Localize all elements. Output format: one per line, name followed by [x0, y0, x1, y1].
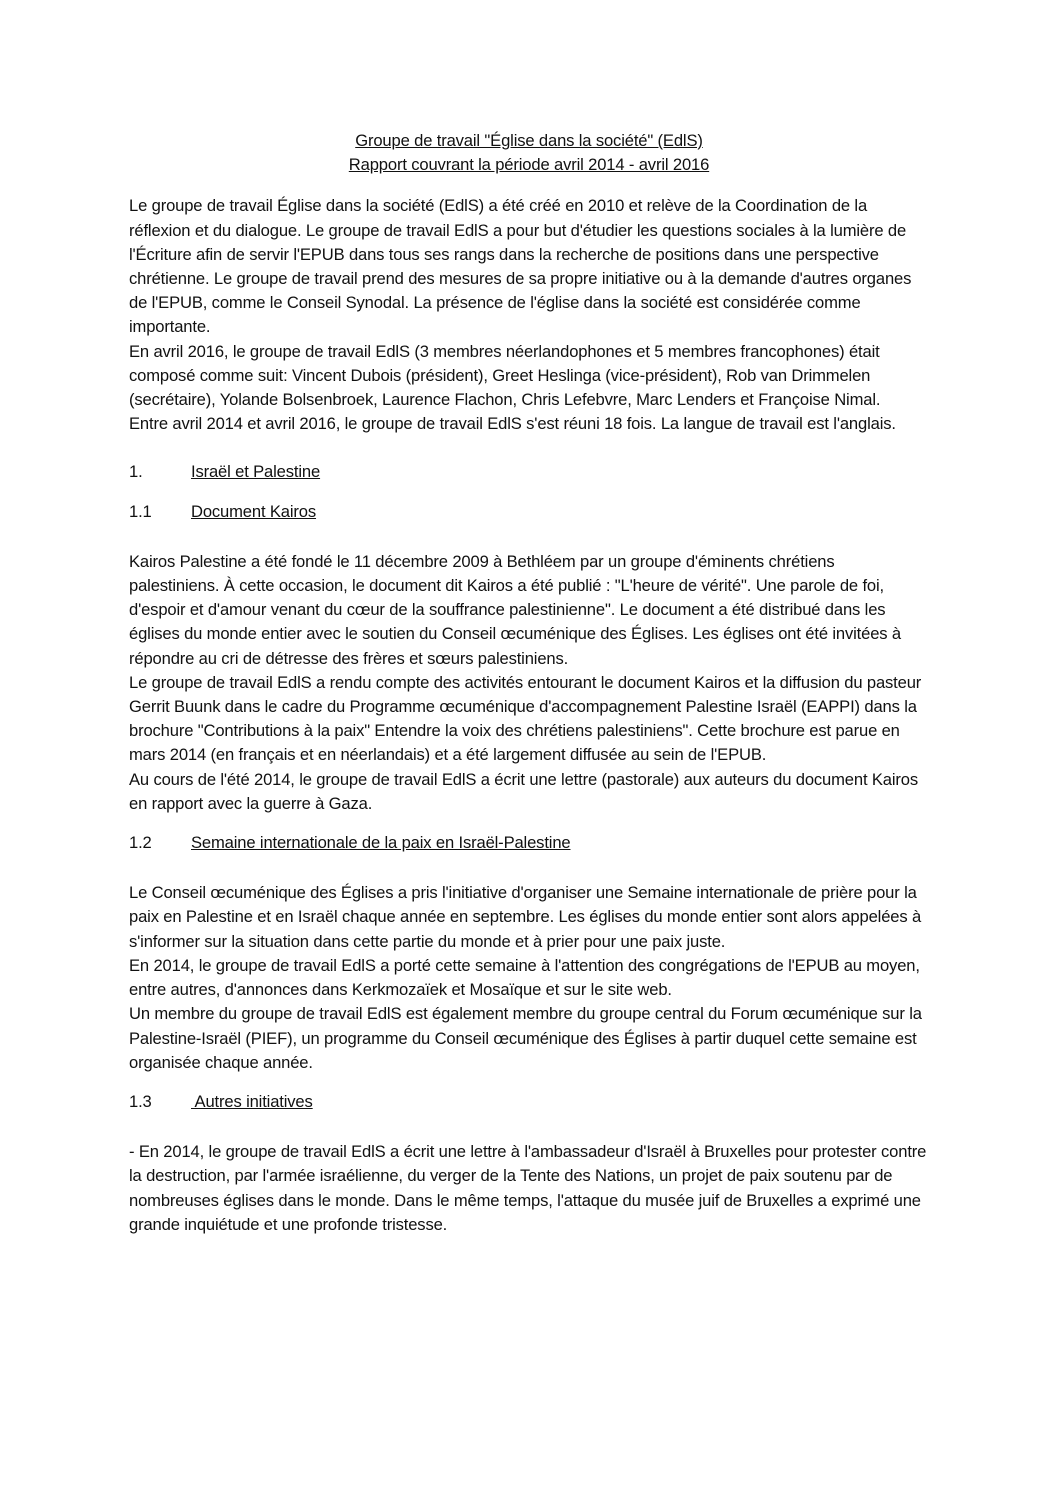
section-1-2-paragraph-1: Le Conseil œcuménique des Églises a pris l'initiative d'organiser une Semaine internationale de prière pour la paix en Palestine et en Israël chaque année en septembre. Les églises du monde entier sont alors appelées à s'informer sur la situation dans cette partie du monde et à prier pour une paix juste. — [129, 883, 922, 951]
section-1-2-paragraph-3: Un membre du groupe de travail EdlS est également membre du groupe central du Forum œcuménique sur la Palestine-Israël (PIEF), un programme du Conseil œcuménique des Églises à partir duquel cette semaine est organisée chaque année. — [129, 1004, 922, 1072]
section-number: 1.3 — [129, 1091, 152, 1111]
section-number: 1. — [129, 462, 143, 482]
section-number: 1.1 — [129, 501, 152, 521]
intro-paragraph-1: Le groupe de travail Église dans la société (EdlS) a été créé en 2010 et relève de la Coordination de la réflexion et du dialogue. Le groupe de travail EdlS a pour but d'étudier les questions sociales à la lumière de l'Écriture afin de servir l'EPUB dans tous ses rangs dans la recherche de positions dans une perspective chrétienne. Le groupe de travail prend des mesures de sa propre initiative ou à la demande d'autres organes de l'EPUB, comme le Conseil Synodal. La présence de l'église dans la société est considérée comme importante. — [129, 196, 912, 337]
section-1-1-paragraph-1: Kairos Palestine a été fondé le 11 décembre 2009 à Bethléem par un groupe d'éminents chrétiens palestiniens. À cette occasion, le document dit Kairos a été publié : "L'heure de vérité". Une parole de foi, d'espoir et d'amour venant du cœur de la souffrance palestinienne". Le document a été distribué dans les églises du monde entier avec le soutien du Conseil œcuménique des Églises. Les églises ont été invitées à répondre au cri de détresse des frères et sœurs palestiniens. — [129, 551, 901, 668]
section-title: Autres initiatives — [191, 1091, 313, 1111]
section-1-2-paragraph-2: En 2014, le groupe de travail EdlS a porté cette semaine à l'attention des congrégations de l'EPUB au moyen, entre autres, d'annonces dans Kerkmozaïek et Mosaïque et sur le site web. — [129, 955, 920, 1000]
section-1-heading — [129, 460, 929, 484]
section-1-1-heading — [129, 500, 929, 524]
intro-paragraph-2: En avril 2016, le groupe de travail EdlS (3 membres néerlandophones et 5 membres francophones) était composé comme suit: Vincent Dubois (président), Greet Heslinga (vice-président), Rob van Drimmelen (secrétaire), Yolande Bolsenbroek, Laurence Flachon, Chris Lefebvre, Marc Lenders et Françoise Nimal. — [129, 341, 881, 410]
section-1-3-paragraph-1: - En 2014, le groupe de travail EdlS a écrit une lettre à l'ambassadeur d'Israël à Bruxelles pour protester contre la destruction, par l'armée israélienne, du verger de la Tente des Nations, un projet de paix soutenu par de nombreuses églises dans le monde. Dans le même temps, l'attaque du musée juif de Bruxelles a exprimé une grande inquiétude et une profonde tristesse. — [129, 1142, 927, 1234]
section-title: Semaine internationale de la paix en Israël-Palestine — [191, 833, 571, 853]
section-1-3-heading — [129, 1090, 929, 1114]
section-1-1-paragraph-3: Au cours de l'été 2014, le groupe de travail EdlS a écrit une lettre (pastorale) aux auteurs du document Kairos en rapport avec la guerre à Gaza. — [129, 769, 919, 813]
section-title: Israël et Palestine — [191, 462, 321, 482]
intro-paragraph-3: Entre avril 2014 et avril 2016, le groupe de travail EdlS s'est réuni 18 fois. La langue de travail est l'anglais. — [129, 414, 896, 434]
title-line-2: Rapport couvrant la période avril 2014 - avril 2016 — [348, 155, 710, 175]
section-1-1-paragraph-2: Le groupe de travail EdlS a rendu compte des activités entourant le document Kairos et la diffusion du pasteur Gerrit Buunk dans le cadre du Programme œcuménique d'accompagnement Palestine Israël (EAPPI) dans la brochure "Contributions à la paix" Entendre la voix des chrétiens palestiniens". Cette brochure est parue en mars 2014 (en français et en néerlandais) et a été largement diffusée au sein de l'EPUB. — [129, 672, 922, 765]
section-title: Document Kairos — [191, 501, 317, 521]
document-body — [129, 129, 929, 1237]
document-title — [129, 129, 929, 177]
section-1-2-heading — [129, 831, 929, 855]
section-number: 1.2 — [129, 833, 152, 853]
title-line-1: Groupe de travail "Église dans la société" (EdlS) — [355, 131, 703, 150]
